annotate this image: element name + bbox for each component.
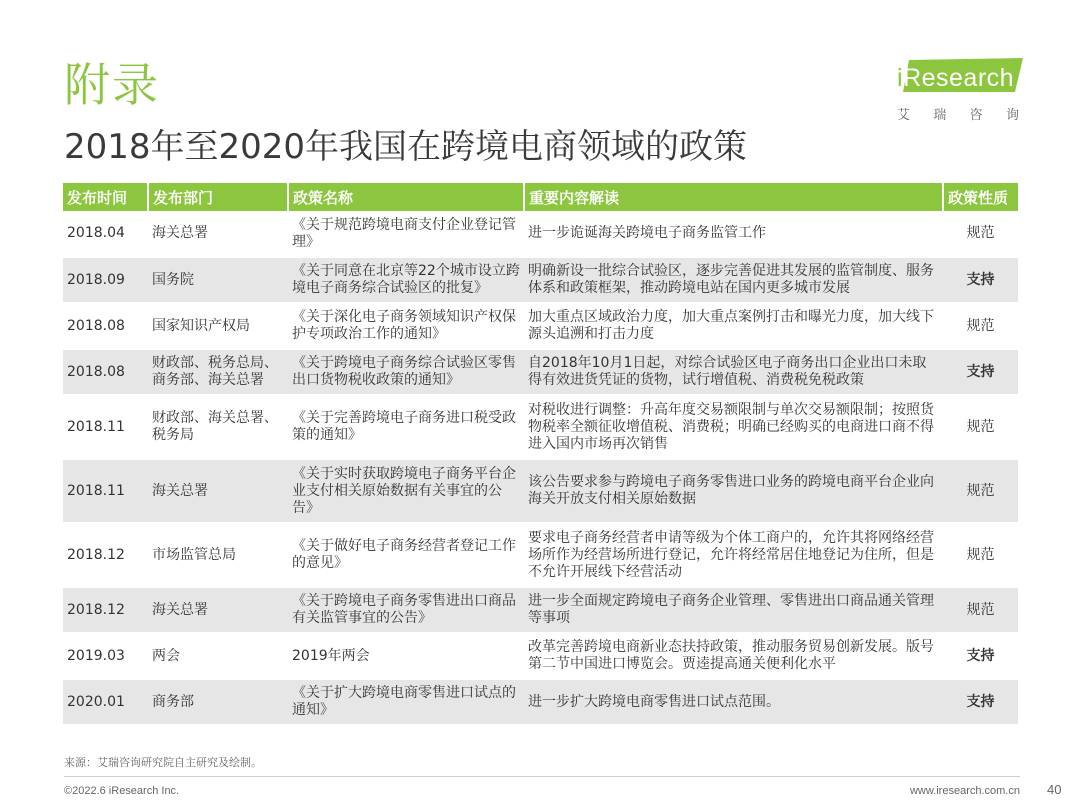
cell-dept: 海关总署 (148, 211, 288, 257)
logo-sub-char: 询 (1005, 108, 1019, 123)
table-row (63, 633, 1018, 679)
cell-nature: 支持 (943, 257, 1018, 303)
cell-content: 进一步全面规定跨境电子商务企业管理、零售进出口商品通关管理等事项 (524, 587, 943, 633)
page-title: 2018年至2020年我国在跨境电商领域的政策 (64, 127, 748, 167)
table-row (63, 679, 1018, 725)
cell-dept: 海关总署 (148, 459, 288, 523)
cell-date: 2018.09 (63, 257, 148, 303)
table-row (63, 349, 1018, 395)
cell-date: 2018.11 (63, 395, 148, 459)
header-nature: 政策性质 (943, 183, 1018, 211)
cell-date: 2018.08 (63, 303, 148, 349)
table-row (63, 459, 1018, 523)
cell-dept: 财政部、税务总局、商务部、海关总署 (148, 349, 288, 395)
table-row (63, 395, 1018, 459)
table-row (63, 211, 1018, 257)
cell-content: 进一步扩大跨境电商零售进口试点范围。 (524, 679, 943, 725)
cell-nature: 规范 (943, 587, 1018, 633)
cell-date: 2020.01 (63, 679, 148, 725)
cell-policy-name: 《关于规范跨境电商支付企业登记管理》 (288, 211, 524, 257)
logo-sub-char: 咨 (969, 108, 983, 123)
cell-content: 自2018年10月1日起，对综合试验区电子商务出口企业出口未取得有效进货凭证的货物，试行增值税、消费税免税政策 (524, 349, 943, 395)
logo-sub-char: 瑞 (933, 108, 947, 123)
cell-content: 加大重点区域政治力度，加大重点案例打击和曝光力度，加大线下源头追溯和打击力度 (524, 303, 943, 349)
cell-content: 进一步诡诞海关跨境电子商务监管工作 (524, 211, 943, 257)
cell-nature: 规范 (943, 395, 1018, 459)
page-number: 40 (1047, 782, 1062, 797)
cell-date: 2018.11 (63, 459, 148, 523)
logo-sub-char: 艾 (897, 108, 911, 123)
cell-policy-name: 《关于实时获取跨境电子商务平台企业支付相关原始数据有关事宜的公告》 (288, 459, 524, 523)
logo-wordmark (897, 64, 1014, 93)
logo-badge (893, 58, 1023, 94)
cell-content: 要求电子商务经营者申请等级为个体工商户的，允许其将网络经营场所作为经营场所进行登记，允许将经常居住地登记为住所，但是不允许开展线下经营活动 (524, 523, 943, 587)
cell-policy-name: 《关于完善跨境电子商务进口税受政策的通知》 (288, 395, 524, 459)
logo-subtitle (893, 104, 1023, 123)
cell-nature: 规范 (943, 211, 1018, 257)
section-title: 附录 (64, 58, 160, 112)
cell-date: 2018.04 (63, 211, 148, 257)
footer-divider (64, 776, 1020, 777)
header-content: 重要内容解读 (524, 183, 943, 211)
cell-dept: 市场监管总局 (148, 523, 288, 587)
copyright: ©2022.6 iResearch Inc. (64, 785, 180, 797)
cell-policy-name: 2019年两会 (288, 633, 524, 679)
cell-policy-name: 《关于深化电子商务领域知识产权保护专项政治工作的通知》 (288, 303, 524, 349)
cell-dept: 商务部 (148, 679, 288, 725)
cell-date: 2019.03 (63, 633, 148, 679)
cell-nature: 支持 (943, 679, 1018, 725)
cell-policy-name: 《关于扩大跨境电商零售进口试点的通知》 (288, 679, 524, 725)
cell-nature: 规范 (943, 459, 1018, 523)
cell-policy-name: 《关于同意在北京等22个城市设立跨境电子商务综合试验区的批复》 (288, 257, 524, 303)
logo-brand-first: i (897, 64, 904, 92)
cell-date: 2018.12 (63, 523, 148, 587)
cell-dept: 海关总署 (148, 587, 288, 633)
header-dept: 发布部门 (148, 183, 288, 211)
cell-nature: 支持 (943, 349, 1018, 395)
cell-nature: 规范 (943, 523, 1018, 587)
cell-policy-name: 《关于跨境电子商务综合试验区零售出口货物税收政策的通知》 (288, 349, 524, 395)
cell-content: 改革完善跨境电商新业态扶持政策，推动服务贸易创新发展。版号第二节中国进口博览会。贾逵提高通关便利化水平 (524, 633, 943, 679)
cell-nature: 支持 (943, 633, 1018, 679)
cell-policy-name: 《关于做好电子商务经营者登记工作的意见》 (288, 523, 524, 587)
source-note: 来源：艾瑞咨询研究院自主研究及绘制。 (64, 756, 262, 769)
table-row (63, 303, 1018, 349)
table-row (63, 587, 1018, 633)
header-date: 发布时间 (63, 183, 148, 211)
cell-dept: 国务院 (148, 257, 288, 303)
cell-policy-name: 《关于跨境电子商务零售进出口商品有关监管事宜的公告》 (288, 587, 524, 633)
website-link[interactable]: www.iresearch.com.cn (909, 785, 1020, 797)
table-header-row (63, 183, 1018, 211)
cell-dept: 财政部、海关总署、税务局 (148, 395, 288, 459)
iresearch-logo (893, 58, 1023, 123)
cell-content: 对税收进行调整：升高年度交易额限制与单次交易额限制；按照货物税率全额征收增值税、消费税；明确已经购买的电商进口商不得进入国内市场再次销售 (524, 395, 943, 459)
cell-dept: 两会 (148, 633, 288, 679)
cell-content: 明确新设一批综合试验区，逐步完善促进其发展的监管制度、服务体系和政策框架，推动跨境电站在国内更多城市发展 (524, 257, 943, 303)
table-row (63, 523, 1018, 587)
policy-table (63, 183, 1018, 726)
cell-dept: 国家知识产权局 (148, 303, 288, 349)
cell-nature: 规范 (943, 303, 1018, 349)
header-policy-name: 政策名称 (288, 183, 524, 211)
table-row (63, 257, 1018, 303)
cell-date: 2018.08 (63, 349, 148, 395)
logo-brand-rest: Research (903, 64, 1015, 92)
cell-content: 该公告要求参与跨境电子商务零售进口业务的跨境电商平台企业向海关开放支付相关原始数据 (524, 459, 943, 523)
cell-date: 2018.12 (63, 587, 148, 633)
